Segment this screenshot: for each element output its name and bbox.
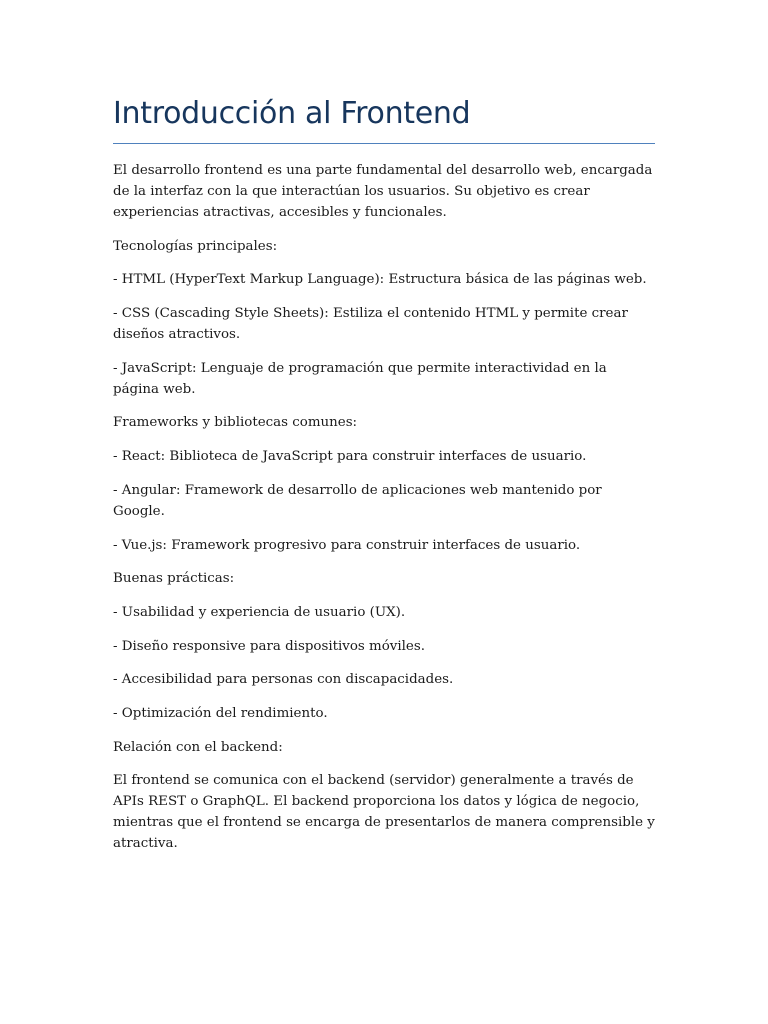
- backend-paragraph: El frontend se comunica con el backend (servidor) generalmente a través de APIs REST o GraphQL. El backend proporciona los datos y lógica de negocio, mientras que el frontend se encarga de presentarlos de manera comprensible y atractiva.: [113, 773, 655, 852]
- list-item-responsive: - Diseño responsive para dispositivos móviles.: [113, 638, 425, 654]
- intro-paragraph: El desarrollo frontend es una parte fundamental del desarrollo web, encargada de la interfaz con la que interactúan los usuarios. Su objetivo es crear experiencias atractivas, accesibles y funcionales.: [113, 163, 653, 220]
- section-heading-technologies: Tecnologías principales:: [113, 238, 278, 254]
- list-item-css: - CSS (Cascading Style Sheets): Estiliza el contenido HTML y permite crear diseños atractivos.: [113, 306, 628, 343]
- section-heading-frameworks: Frameworks y bibliotecas comunes:: [113, 415, 358, 431]
- list-item-accessibility: - Accesibilidad para personas con discapacidades.: [113, 672, 454, 688]
- document-page: [113, 92, 655, 867]
- section-heading-backend: Relación con el backend:: [113, 739, 283, 755]
- document-body: [113, 160, 655, 854]
- list-item-vue: - Vue.js: Framework progresivo para construir interfaces de usuario.: [113, 537, 581, 553]
- list-item-javascript: - JavaScript: Lenguaje de programación que permite interactividad en la página web.: [113, 360, 607, 397]
- section-heading-best-practices: Buenas prácticas:: [113, 571, 235, 587]
- list-item-html: - HTML (HyperText Markup Language): Estructura básica de las páginas web.: [113, 272, 647, 288]
- document-title: Introducción al Frontend: [113, 92, 655, 144]
- list-item-usability: - Usabilidad y experiencia de usuario (UX).: [113, 604, 406, 620]
- list-item-performance: - Optimización del rendimiento.: [113, 705, 328, 721]
- list-item-angular: - Angular: Framework de desarrollo de aplicaciones web mantenido por Google.: [113, 482, 602, 519]
- list-item-react: - React: Biblioteca de JavaScript para construir interfaces de usuario.: [113, 449, 587, 465]
